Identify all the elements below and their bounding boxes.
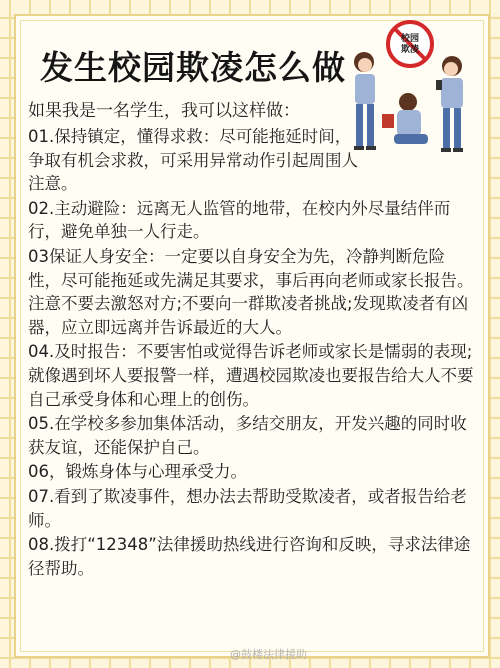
page-title: 发生校园欺凌怎么做	[40, 48, 346, 87]
tip-item: 01.保持镇定，懂得求救：尽可能拖延时间，争取有机会求救，可采用异常动作引起周围人注意。	[28, 127, 358, 194]
tip-item: 08.拨打“12348”法律援助热线进行咨询和反映，寻求法律途径帮助。	[28, 535, 471, 578]
tip-item: 03保证人身安全：一定要以自身安全为先，冷静判断危险性，尽可能拖延或先满足其要求，事后再向老师或家长报告。注意不要去激怒对方;不要向一群欺凌者挑战;发现欺凌者有凶器，应立即远离并告诉最近的大人。	[28, 246, 474, 337]
tip-item: 04.及时报告：不要害怕或觉得告诉老师或家长是懦弱的表现;就像遇到坏人要报警一样，遭遇校园欺凌也要报告给大人不要自己承受身体和心理上的创伤。	[28, 342, 474, 409]
tips-list	[28, 125, 476, 581]
watermark: @鼓楼法律援助	[230, 648, 307, 661]
tip-item: 05.在学校多参加集体活动，多结交朋友，开发兴趣的同时收获友谊，还能保护自己。	[28, 414, 467, 457]
no-bullying-sign-icon	[388, 22, 432, 66]
tip-item: 02.主动避险：远离无人监管的地带，在校内外尽量结伴而行，避免单独一人行走。	[28, 198, 451, 242]
tip-item: 06，锻炼身体与心理承受力。	[28, 462, 247, 482]
svg-text:校园: 校园	[400, 34, 420, 44]
intro-text: 如果我是一名学生，我可以这样做：	[28, 101, 300, 121]
svg-text:欺凌: 欺凌	[400, 45, 420, 55]
tip-item: 07.看到了欺凌事件，想办法去帮助受欺凌者，或者报告给老师。	[28, 486, 467, 530]
